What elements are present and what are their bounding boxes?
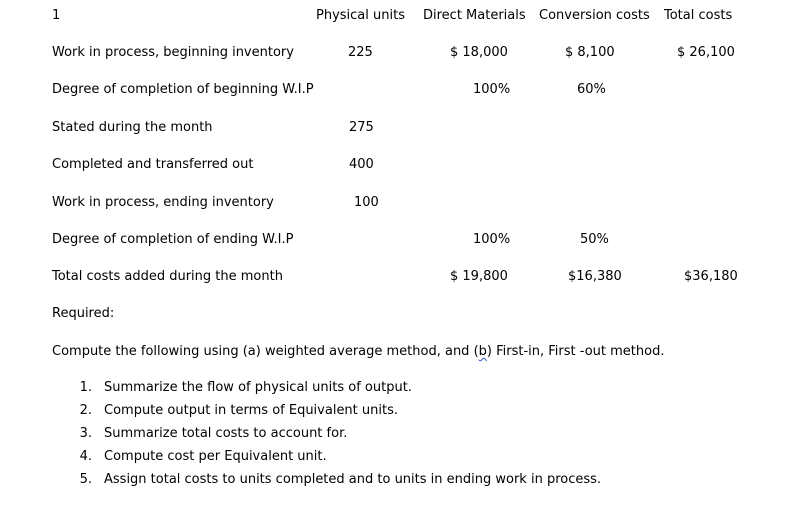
row-label: Work in process, beginning inventory: [52, 45, 294, 60]
row-label: Total costs added during the month: [52, 269, 283, 284]
step-number: 5.: [79, 472, 92, 487]
step-text: Assign total costs to units completed and to units in ending work in process.: [104, 472, 602, 487]
row-direct-materials: 100%: [473, 82, 511, 97]
row-direct-materials: $ 19,800: [450, 269, 508, 284]
required-label: Required:: [52, 306, 115, 321]
header-physical-units: Physical units: [316, 8, 405, 23]
header-direct-materials: Direct Materials: [423, 8, 526, 23]
header-total-costs: Total costs: [664, 8, 733, 23]
row-physical-units: 400: [349, 157, 374, 172]
row-total-costs: $36,180: [684, 269, 738, 284]
row-label: Completed and transferred out: [52, 157, 254, 172]
instruction-text: [52, 344, 664, 360]
step-number: 3.: [79, 426, 92, 441]
row-conversion-costs: 50%: [580, 232, 609, 247]
row-label: Degree of completion of ending W.I.P: [52, 232, 294, 247]
step-text: Summarize the flow of physical units of output.: [104, 380, 412, 395]
step-text: Summarize total costs to account for.: [104, 426, 348, 441]
step-number: 2.: [79, 403, 92, 418]
row-label: Stated during the month: [52, 120, 213, 135]
step-text: Compute output in terms of Equivalent units.: [104, 403, 398, 418]
row-conversion-costs: $ 8,100: [565, 45, 615, 60]
row-physical-units: 275: [349, 120, 374, 135]
row-label: Degree of completion of beginning W.I.P: [52, 82, 314, 97]
row-direct-materials: $ 18,000: [450, 45, 508, 60]
instruction-b-spellcheck: b: [478, 344, 487, 359]
row-total-costs: $ 26,100: [677, 45, 735, 60]
row-label: Work in process, ending inventory: [52, 195, 274, 210]
instruction-post: ) First-in, First -out method.: [486, 344, 665, 359]
row-physical-units: 225: [348, 45, 373, 60]
row-conversion-costs: 60%: [577, 82, 606, 97]
problem-number: 1: [52, 8, 61, 23]
instruction-pre: Compute the following using (a) weighted average method, and (: [52, 344, 479, 359]
step-number: 4.: [79, 449, 92, 464]
header-conversion-costs: Conversion costs: [539, 8, 650, 23]
step-text: Compute cost per Equivalent unit.: [104, 449, 327, 464]
row-physical-units: 100: [354, 195, 379, 210]
row-conversion-costs: $16,380: [568, 269, 622, 284]
row-direct-materials: 100%: [473, 232, 511, 247]
step-number: 1.: [79, 380, 92, 395]
